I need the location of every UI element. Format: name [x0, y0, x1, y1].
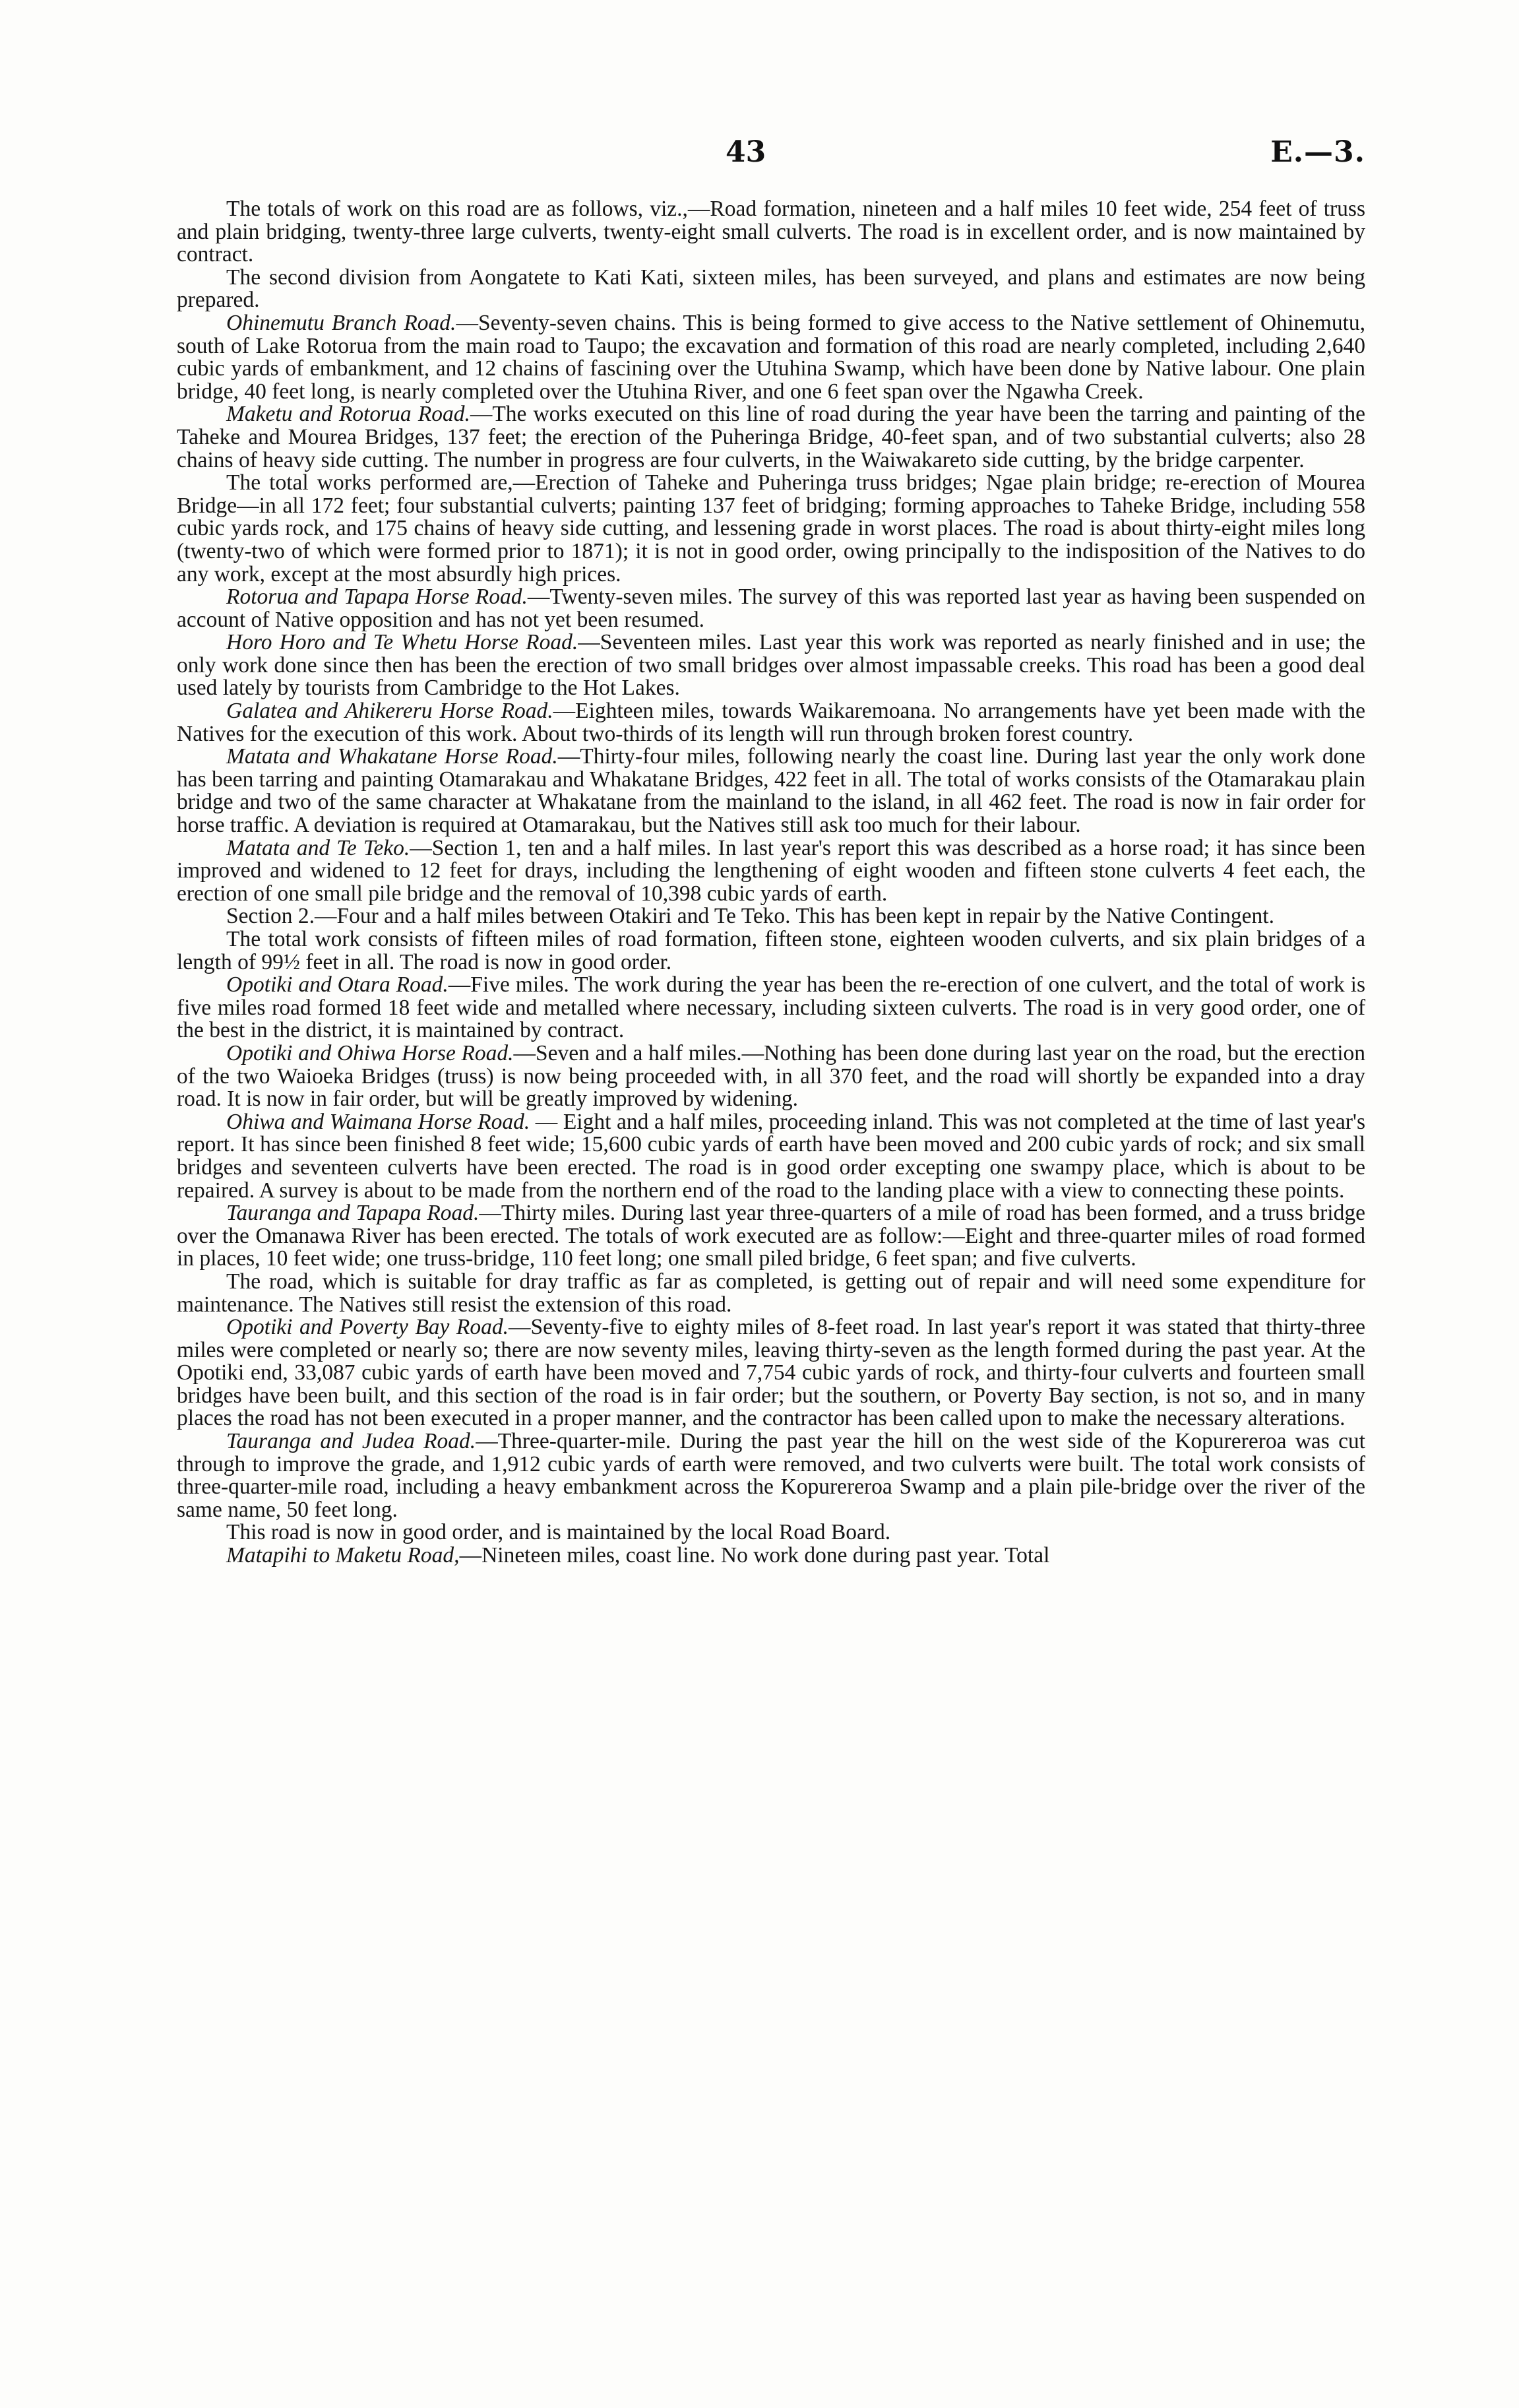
- paragraph: [177, 1430, 1365, 1521]
- paragraph: [177, 1521, 1365, 1544]
- road-title: Opotiki and Poverty Bay Road.: [226, 1315, 509, 1340]
- paragraph: [177, 1544, 1365, 1568]
- paragraph: [177, 403, 1365, 472]
- paragraph-text: —Seven and a half miles.—Nothing has been done during last year on the road, but the erection of the two Waioeka Bridges (truss) is now being proceeded with, in all 370 feet, and the road will shortly be expanded into a dray road. It is now in fair order, but will be greatly improved by widening.: [177, 1040, 1365, 1112]
- road-title: Matata and Whakatane Horse Road.: [226, 744, 558, 769]
- road-title: Rotorua and Tapapa Horse Road.: [226, 585, 528, 610]
- paragraph: [177, 1111, 1365, 1202]
- road-title: Galatea and Ahikereru Horse Road.: [226, 699, 553, 724]
- paragraph-text: The road, which is suitable for dray traffic as far as completed, is getting out of repair and will need some expenditure for maintenance. The Natives still resist the extension of this road.: [177, 1269, 1365, 1317]
- paragraph-text: The total work consists of fifteen miles of road formation, fifteen stone, eighteen wooden culverts, and six plain bridges of a length of 99½ feet in all. The road is now in good order.: [177, 927, 1365, 974]
- paragraph: [177, 1042, 1365, 1111]
- paragraph-text: — Eight and a half miles, proceeding inland. This was not completed at the time of last year's report. It has since been finished 8 feet wide; 15,600 cubic yards of earth have been moved and 200 cubic yards of rock; and six small bridges and seventeen culverts have been erected. The road is in good order excepting one swampy place, which is about to be repaired. A survey is about to be made from the northern end of the road to the landing place with a view to connecting these points.: [177, 1109, 1365, 1203]
- paragraph-text: —Nineteen miles, coast line. No work done during past year. Total: [459, 1543, 1050, 1568]
- road-title: Horo Horo and Te Whetu Horse Road.: [226, 630, 578, 655]
- paragraph-text: —Eighteen miles, towards Waikaremoana. No arrangements have yet been made with the Natives for the execution of this work. About two-thirds of its length will run through broken forest country.: [177, 699, 1365, 746]
- page-number: 43: [726, 135, 766, 169]
- paragraph-text: —Seventy-five to eighty miles of 8-feet road. In last year's report it was stated that thirty-three miles were completed or nearly so; there are now seventy miles, leaving thirty-seven as the length formed during the past year. At the Opotiki end, 33,087 cubic yards of earth have been moved and 7,754 cubic yards of rock, and thirty-four culverts and fourteen small bridges have been built, and this section of the road is in fair order; but the southern, or Poverty Bay section, is not so, and in many places the road has not been executed in a proper manner, and the contractor has been called upon to make the necessary alterations.: [177, 1315, 1365, 1431]
- paragraph: [177, 312, 1365, 403]
- document-reference: E.—3.: [1270, 135, 1365, 169]
- paragraph: [177, 267, 1365, 312]
- paragraph: [177, 837, 1365, 906]
- paragraph-text: The totals of work on this road are as follows, viz.,—Road formation, nineteen and a half miles 10 feet wide, 254 feet of truss and plain bridging, twenty-three large culverts, twenty-eight small culverts. The road is in excellent order, and is now maintained by contract.: [177, 197, 1365, 267]
- road-title: Matapihi to Maketu Road,: [226, 1543, 460, 1568]
- paragraph: [177, 905, 1365, 928]
- paragraph: [177, 1202, 1365, 1271]
- road-title: Opotiki and Ohiwa Horse Road.: [226, 1040, 514, 1065]
- paragraph: [177, 928, 1365, 974]
- paragraph-text: The total works performed are,—Erection of Taheke and Puheringa truss bridges; Ngae plain bridge; re-erection of Mourea Bridge—in all 172 feet; four substantial culverts; painting 137 feet of bridging; forming approaches to Taheke Bridge, including 558 cubic yards rock, and 175 chains of heavy side cutting, and lessening grade in worst places. The road is about thirty-eight miles long (twenty-two of which were formed prior to 1871); it is not in good order, owing principally to the indisposition of the Natives to do any work, except at the most absurdly high prices.: [177, 470, 1365, 586]
- paragraph-text: —Five miles. The work during the year has been the re-erection of one culvert, and the total of work is five miles road formed 18 feet wide and metalled where necessary, including sixteen culverts. The road is in very good order, one of the best in the district, it is maintained by contract.: [177, 972, 1365, 1043]
- paragraph: [177, 586, 1365, 631]
- paragraph: [177, 1271, 1365, 1316]
- road-title: Ohinemutu Branch Road.: [226, 310, 456, 335]
- paragraph-text: —Twenty-seven miles. The survey of this was reported last year as having been suspended on account of Native opposition and has not yet been resumed.: [177, 585, 1365, 632]
- road-title: Opotiki and Otara Road.: [226, 972, 449, 998]
- paragraph-text: Section 2.—Four and a half miles between Otakiri and Te Teko. This has been kept in repair by the Native Contingent.: [226, 904, 1274, 929]
- road-title: Matata and Te Teko.: [226, 835, 410, 860]
- paragraph: [177, 472, 1365, 586]
- paragraph-text: —Thirty-four miles, following nearly the coast line. During last year the only work done has been tarring and painting Otamarakau and Whakatane Bridges, 422 feet in all. The total of works consists of the Otamarakau plain bridge and two of the same character at Whakatane from the mainland to the island, in all 462 feet. The road is now in fair order for horse traffic. A deviation is required at Otamarakau, but the Natives still ask too much for their labour.: [177, 744, 1365, 838]
- document-body: [177, 198, 1365, 1568]
- paragraph-text: —Section 1, ten and a half miles. In last year's report this was described as a horse road; it has since been improved and widened to 12 feet for drays, including the lengthening of eight wooden and fifteen stone culverts 4 feet each, the erection of one small pile bridge and the removal of 10,398 cubic yards of earth.: [177, 835, 1365, 906]
- paragraph: [177, 1316, 1365, 1430]
- paragraph-text: —Seventy-seven chains. This is being formed to give access to the Native settlement of Ohinemutu, south of Lake Rotorua from the main road to Taupo; the excavation and formation of this road are nearly completed, including 2,640 cubic yards of embankment, and 12 chains of fascining over the Utuhina Swamp, which have been done by Native labour. One plain bridge, 40 feet long, is nearly completed over the Utuhina River, and one 6 feet span over the Ngawha Creek.: [177, 310, 1365, 404]
- paragraph-text: —Three-quarter-mile. During the past year the hill on the west side of the Kopurereroa was cut through to improve the grade, and 1,912 cubic yards of earth were removed, and two culverts were built. The total work consists of three-quarter-mile road, including a heavy embankment across the Kopurereroa Swamp and a plain pile-bridge over the river of the same name, 50 feet long.: [177, 1429, 1365, 1522]
- paragraph: [177, 631, 1365, 700]
- paragraph-text: —Seventeen miles. Last year this work was reported as nearly finished and in use; the only work done since then has been the erection of two small bridges over almost impassable creeks. This road has been a good deal used lately by tourists from Cambridge to the Hot Lakes.: [177, 630, 1366, 701]
- paragraph-text: This road is now in good order, and is maintained by the local Road Board.: [226, 1520, 891, 1545]
- page-header: [178, 135, 1365, 175]
- road-title: Ohiwa and Waimana Horse Road.: [226, 1109, 530, 1134]
- paragraph: [177, 974, 1365, 1042]
- paragraph: [177, 700, 1365, 745]
- paragraph: [177, 198, 1365, 267]
- paragraph-text: —The works executed on this line of road during the year have been the tarring and painting of the Taheke and Mourea Bridges, 137 feet; the erection of the Puheringa Bridge, 40-feet span, and of two substantial culverts; also 28 chains of heavy side cutting. The number in progress are four culverts, in the Waiwakareto side cutting, by the bridge carpenter.: [177, 402, 1365, 472]
- paragraph-text: The second division from Aongatete to Kati Kati, sixteen miles, has been surveyed, and plans and estimates are now being prepared.: [177, 265, 1365, 313]
- paragraph-text: —Thirty miles. During last year three-quarters of a mile of road has been formed, and a truss bridge over the Omanawa River has been erected. The totals of work executed are as follow:—Eight and three-quarter miles of road formed in places, 10 feet wide; one truss-bridge, 110 feet long; one small piled bridge, 6 feet span; and five culverts.: [177, 1201, 1365, 1271]
- paragraph: [177, 745, 1365, 837]
- road-title: Tauranga and Judea Road.: [226, 1429, 476, 1454]
- road-title: Maketu and Rotorua Road.: [226, 402, 470, 427]
- road-title: Tauranga and Tapapa Road.: [226, 1201, 480, 1226]
